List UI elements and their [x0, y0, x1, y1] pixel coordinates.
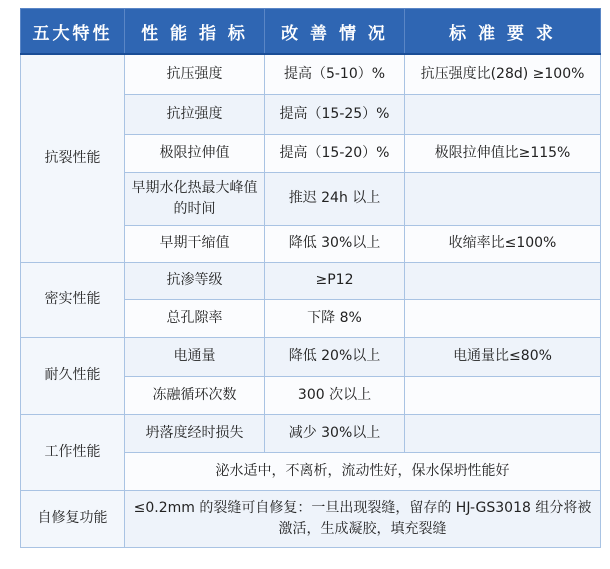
result-cell: 提高（15-25）% [265, 94, 405, 134]
standard-cell [405, 414, 601, 452]
standard-cell [405, 376, 601, 414]
category-cell: 抗裂性能 [21, 54, 125, 262]
table-row [21, 337, 601, 376]
result-cell: ≥P12 [265, 262, 405, 299]
standard-cell [405, 94, 601, 134]
indicator-cell: 抗拉强度 [125, 94, 265, 134]
table-row [21, 262, 601, 299]
result-cell: 提高（15-20）% [265, 134, 405, 172]
self-repair-description-cell: ≤0.2mm 的裂缝可自修复：一旦出现裂缝，留存的 HJ-GS3018 组分将被激活，生成凝胶，填充裂缝 [125, 490, 601, 547]
indicator-cell: 坍落度经时损失 [125, 414, 265, 452]
header-cell-characteristics: 五大特性 [21, 9, 125, 55]
table-row [21, 54, 601, 94]
standard-cell: 电通量比≤80% [405, 337, 601, 376]
result-cell: 降低 20%以上 [265, 337, 405, 376]
result-cell: 减少 30%以上 [265, 414, 405, 452]
properties-table [20, 8, 601, 548]
header-cell-improvement: 改 善 情 况 [265, 9, 405, 55]
category-cell: 耐久性能 [21, 337, 125, 414]
header-row [21, 9, 601, 55]
indicator-cell: 电通量 [125, 337, 265, 376]
indicator-cell: 冻融循环次数 [125, 376, 265, 414]
category-cell: 自修复功能 [21, 490, 125, 547]
category-cell: 工作性能 [21, 414, 125, 490]
indicator-cell: 总孔隙率 [125, 299, 265, 337]
standard-cell [405, 299, 601, 337]
page [20, 8, 601, 548]
result-cell: 降低 30%以上 [265, 225, 405, 262]
header-cell-standard: 标 准 要 求 [405, 9, 601, 55]
indicator-cell: 早期水化热最大峰值的时间 [125, 172, 265, 225]
merged-note-cell: 泌水适中，不离析，流动性好，保水保坍性能好 [125, 452, 601, 490]
table-row [21, 414, 601, 452]
standard-cell [405, 262, 601, 299]
standard-cell: 收缩率比≤100% [405, 225, 601, 262]
category-cell: 密实性能 [21, 262, 125, 337]
result-cell: 提高（5-10）% [265, 54, 405, 94]
standard-cell [405, 172, 601, 225]
indicator-cell: 抗压强度 [125, 54, 265, 94]
table-row [21, 490, 601, 547]
result-cell: 300 次以上 [265, 376, 405, 414]
indicator-cell: 抗渗等级 [125, 262, 265, 299]
indicator-cell: 极限拉伸值 [125, 134, 265, 172]
header-cell-indicator: 性 能 指 标 [125, 9, 265, 55]
result-cell: 下降 8% [265, 299, 405, 337]
indicator-cell: 早期干缩值 [125, 225, 265, 262]
standard-cell: 抗压强度比(28d) ≥100% [405, 54, 601, 94]
standard-cell: 极限拉伸值比≥115% [405, 134, 601, 172]
result-cell: 推迟 24h 以上 [265, 172, 405, 225]
